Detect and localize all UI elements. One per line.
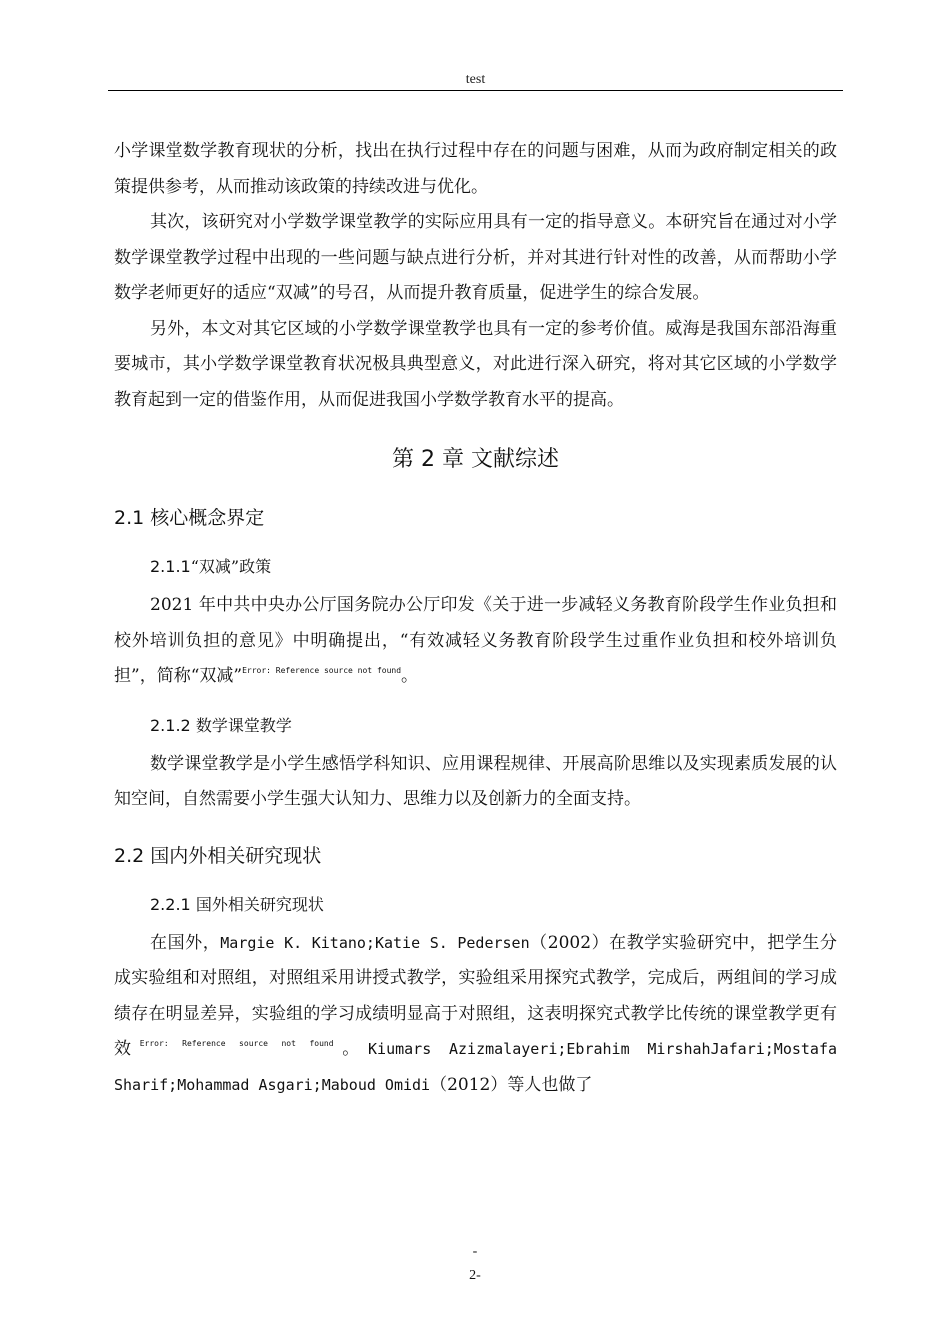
subsection-heading-2-1-2 (150, 709, 837, 743)
paragraph-text: 2021 年中共中央办公厅国务院办公厅印发《关于进一步减轻义务教育阶段学生作业负担和校外培训负担的意见》中明确提出，“有效减轻义务教育阶段学生过重作业负担和校外培训负担”，简称“双减” (114, 595, 837, 686)
document-body (114, 134, 837, 1103)
paragraph-text: 。 (333, 1039, 369, 1059)
paragraph-end: 。 (401, 666, 419, 686)
paragraph-1: 小学课堂数学教育现状的分析，找出在执行过程中存在的问题与困难，从而为政府制定相关的政策提供参考，从而推动该政策的持续改进与优化。 (114, 141, 837, 197)
paragraph-text: （2002）在教学实验研究中，把学生分成实验组和对照组，对照组采用讲授式教学，实验组采用探究式教学，完成后，两组间的学习成绩存在明显差异，实验组的学习成绩明显高于对照组，这表明探究式教学比传统的课堂教学更有效 (114, 932, 837, 1059)
reference-error[interactable]: Error: Reference source not found (242, 666, 402, 675)
footer-dash: - (472, 1244, 478, 1259)
header-rule (108, 90, 843, 91)
section-heading-2-1: 2.1 核心概念界定 (114, 507, 265, 529)
subsection-title: 数学课堂教学 (195, 715, 292, 735)
subsection-number: 2.1.2 (150, 715, 191, 735)
author-names: Margie K. Kitano;Katie S. Pedersen (220, 933, 530, 952)
subsection-number: 2.2.1 (150, 894, 191, 914)
subsection-title: “双减”政策 (190, 557, 272, 576)
subsection-number: 2.1.1 (150, 557, 191, 576)
reference-error[interactable]: Error: Reference source not found (139, 1039, 334, 1048)
paragraph-shuangjian (114, 588, 837, 695)
subsection-title: 国外相关研究现状 (195, 894, 324, 914)
section-heading-2-2: 2.2 国内外相关研究现状 (114, 844, 322, 867)
paragraph-math-teaching: 数学课堂教学是小学生感悟学科知识、应用课程规律、开展高阶思维以及实现素质发展的认知空间，自然需要小学生强大认知力、思维力以及创新力的全面支持。 (114, 753, 837, 809)
paragraph-text: 在国外， (150, 932, 221, 953)
paragraph-2: 其次，该研究对小学数学课堂教学的实际应用具有一定的指导意义。本研究旨在通过对小学数学课堂教学过程中出现的一些问题与缺点进行分析，并对其进行针对性的改善，从而帮助小学数学老师更好的适应“双减”的号召，从而提升教育质量，促进学生的综合发展。 (114, 212, 837, 303)
page-number: 2- (469, 1268, 481, 1283)
paragraph-foreign-research (114, 926, 837, 1104)
author-names: Kiumars Azizmalayeri;Ebrahim MirshahJafari;Mostafa Sharif;Mohammad Asgari;Maboud Omidi (114, 1040, 838, 1094)
paragraph-text: （2012）等人也做了 (430, 1074, 593, 1095)
page-header: test (465, 72, 486, 87)
paragraph-3: 另外，本文对其它区域的小学数学课堂教学也具有一定的参考价值。威海是我国东部沿海重要城市，其小学数学课堂教育状况极具典型意义，对此进行深入研究，将对其它区域的小学数学教育起到一定的借鉴作用，从而促进我国小学数学教育水平的提高。 (114, 318, 837, 410)
chapter-title: 第 2 章 文献综述 (392, 447, 559, 472)
subsection-heading-2-1-1 (150, 550, 837, 584)
subsection-heading-2-2-1 (150, 888, 837, 922)
